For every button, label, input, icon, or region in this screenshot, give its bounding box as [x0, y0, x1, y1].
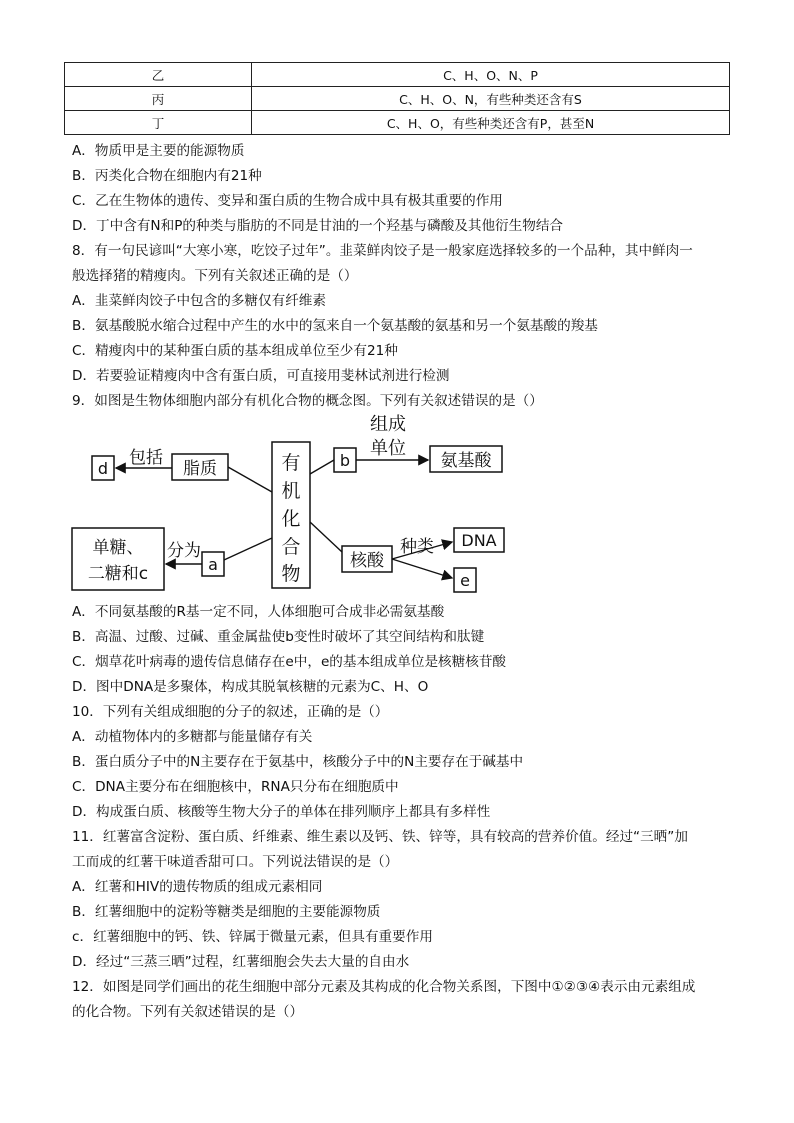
table-cell-label: 乙 [65, 63, 252, 87]
option-line: C．精瘦肉中的某种蛋白质的基本组成单位至少有21种 [72, 343, 398, 359]
option-line: D．若要验证精瘦肉中含有蛋白质，可直接用斐林试剂进行检测 [72, 368, 450, 384]
label-sugar-2: 二糖和c [87, 564, 149, 584]
question-line: 8．有一句民谚叫“大寒小寒，吃饺子过年”。韭菜鲜肉饺子是一般家庭选择较多的一个品种，其中鲜肉一 [72, 243, 693, 259]
connector-b [310, 460, 334, 474]
question-line: 12．如图是同学们画出的花生细胞中部分元素及其构成的化合物关系图，下图中①②③④表示由元素组成 [72, 979, 696, 995]
option-line: A．动植物体内的多糖都与能量储存有关 [72, 729, 313, 745]
table-row [65, 87, 730, 111]
option-line: C．DNA主要分布在细胞核中，RNA只分布在细胞质中 [72, 779, 399, 795]
question-line: 的化合物。下列有关叙述错误的是（） [72, 1004, 304, 1020]
label-include: 包括 [129, 448, 163, 468]
question-line: 10．下列有关组成细胞的分子的叙述，正确的是（） [72, 704, 389, 720]
option-line: c．红薯细胞中的钙、铁、锌属于微量元素，但具有重要作用 [72, 929, 433, 945]
label-lipid: 脂质 [183, 459, 217, 479]
option-line: A．红薯和HIV的遗传物质的组成元素相同 [72, 879, 323, 895]
table-cell-content: C、H、O、N、P [252, 63, 730, 87]
connector-lipid [228, 467, 272, 492]
label-divide: 分为 [167, 541, 201, 561]
label-e: e [460, 571, 470, 590]
table-cell-content: C、H、O、N，有些种类还含有S [252, 87, 730, 111]
label-kind: 种类 [400, 537, 434, 557]
option-line: C．乙在生物体的遗传、变异和蛋白质的生物合成中具有极其重要的作用 [72, 193, 503, 209]
label-sugar-1: 单糖、 [92, 538, 144, 558]
table-cell-content: C、H、O，有些种类还含有P，甚至N [252, 111, 730, 135]
center-char: 有 [281, 452, 301, 474]
connector-nucleic [310, 522, 342, 552]
table-row [65, 63, 730, 87]
option-line: D．图中DNA是多聚体，构成其脱氧核糖的元素为C、H、O [72, 679, 429, 695]
concept-diagram [66, 412, 526, 598]
center-char: 化 [281, 508, 301, 530]
label-d: d [97, 459, 109, 478]
option-line: B．红薯细胞中的淀粉等糖类是细胞的主要能源物质 [72, 904, 381, 920]
label-compose-1: 组成 [370, 414, 406, 435]
center-char: 合 [281, 536, 301, 558]
question-line: 9．如图是生物体细胞内部分有机化合物的概念图。下列有关叙述错误的是（） [72, 393, 543, 409]
element-table [64, 62, 730, 135]
label-nucleic-acid: 核酸 [350, 551, 384, 571]
option-line: D．构成蛋白质、核酸等生物大分子的单体在排列顺序上都具有多样性 [72, 804, 491, 820]
arrow-e [392, 559, 452, 578]
option-line: B．蛋白质分子中的N主要存在于氨基中，核酸分子中的N主要存在于碱基中 [72, 754, 524, 770]
option-line: B．高温、过酸、过碱、重金属盐使b变性时破坏了其空间结构和肽键 [72, 629, 485, 645]
label-compose-2: 单位 [370, 438, 406, 459]
question-line: 般选择猪的精瘦肉。下列有关叙述正确的是（） [72, 268, 358, 284]
option-line: C．烟草花叶病毒的遗传信息储存在e中，e的基本组成单位是核糖核苷酸 [72, 654, 507, 670]
center-char: 机 [281, 480, 301, 502]
connector-a [224, 538, 272, 560]
option-line: A．物质甲是主要的能源物质 [72, 143, 245, 159]
option-line: B．氨基酸脱水缩合过程中产生的水中的氢来自一个氨基酸的氨基和另一个氨基酸的羧基 [72, 318, 598, 334]
label-dna: DNA [461, 531, 497, 550]
option-line: A．不同氨基酸的R基一定不同，人体细胞可合成非必需氨基酸 [72, 604, 445, 620]
table-cell-label: 丁 [65, 111, 252, 135]
question-line: 工而成的红薯干味道香甜可口。下列说法错误的是（） [72, 854, 399, 870]
option-line: B．丙类化合物在细胞内有21种 [72, 168, 262, 184]
label-b: b [339, 451, 351, 470]
center-char: 物 [281, 563, 301, 585]
option-line: A．韭菜鲜肉饺子中包含的多糖仅有纤维素 [72, 293, 326, 309]
option-line: D．丁中含有N和P的种类与脂肪的不同是甘油的一个羟基与磷酸及其他衍生物结合 [72, 218, 564, 234]
option-line: D．经过“三蒸三晒”过程，红薯细胞会失去大量的自由水 [72, 954, 410, 970]
label-a: a [208, 555, 218, 574]
label-amino-acid: 氨基酸 [440, 451, 492, 471]
question-line: 11．红薯富含淀粉、蛋白质、纤维素、维生素以及钙、铁、锌等，具有较高的营养价值。经过“三晒”加 [72, 829, 688, 845]
table-row [65, 111, 730, 135]
table-cell-label: 丙 [65, 87, 252, 111]
